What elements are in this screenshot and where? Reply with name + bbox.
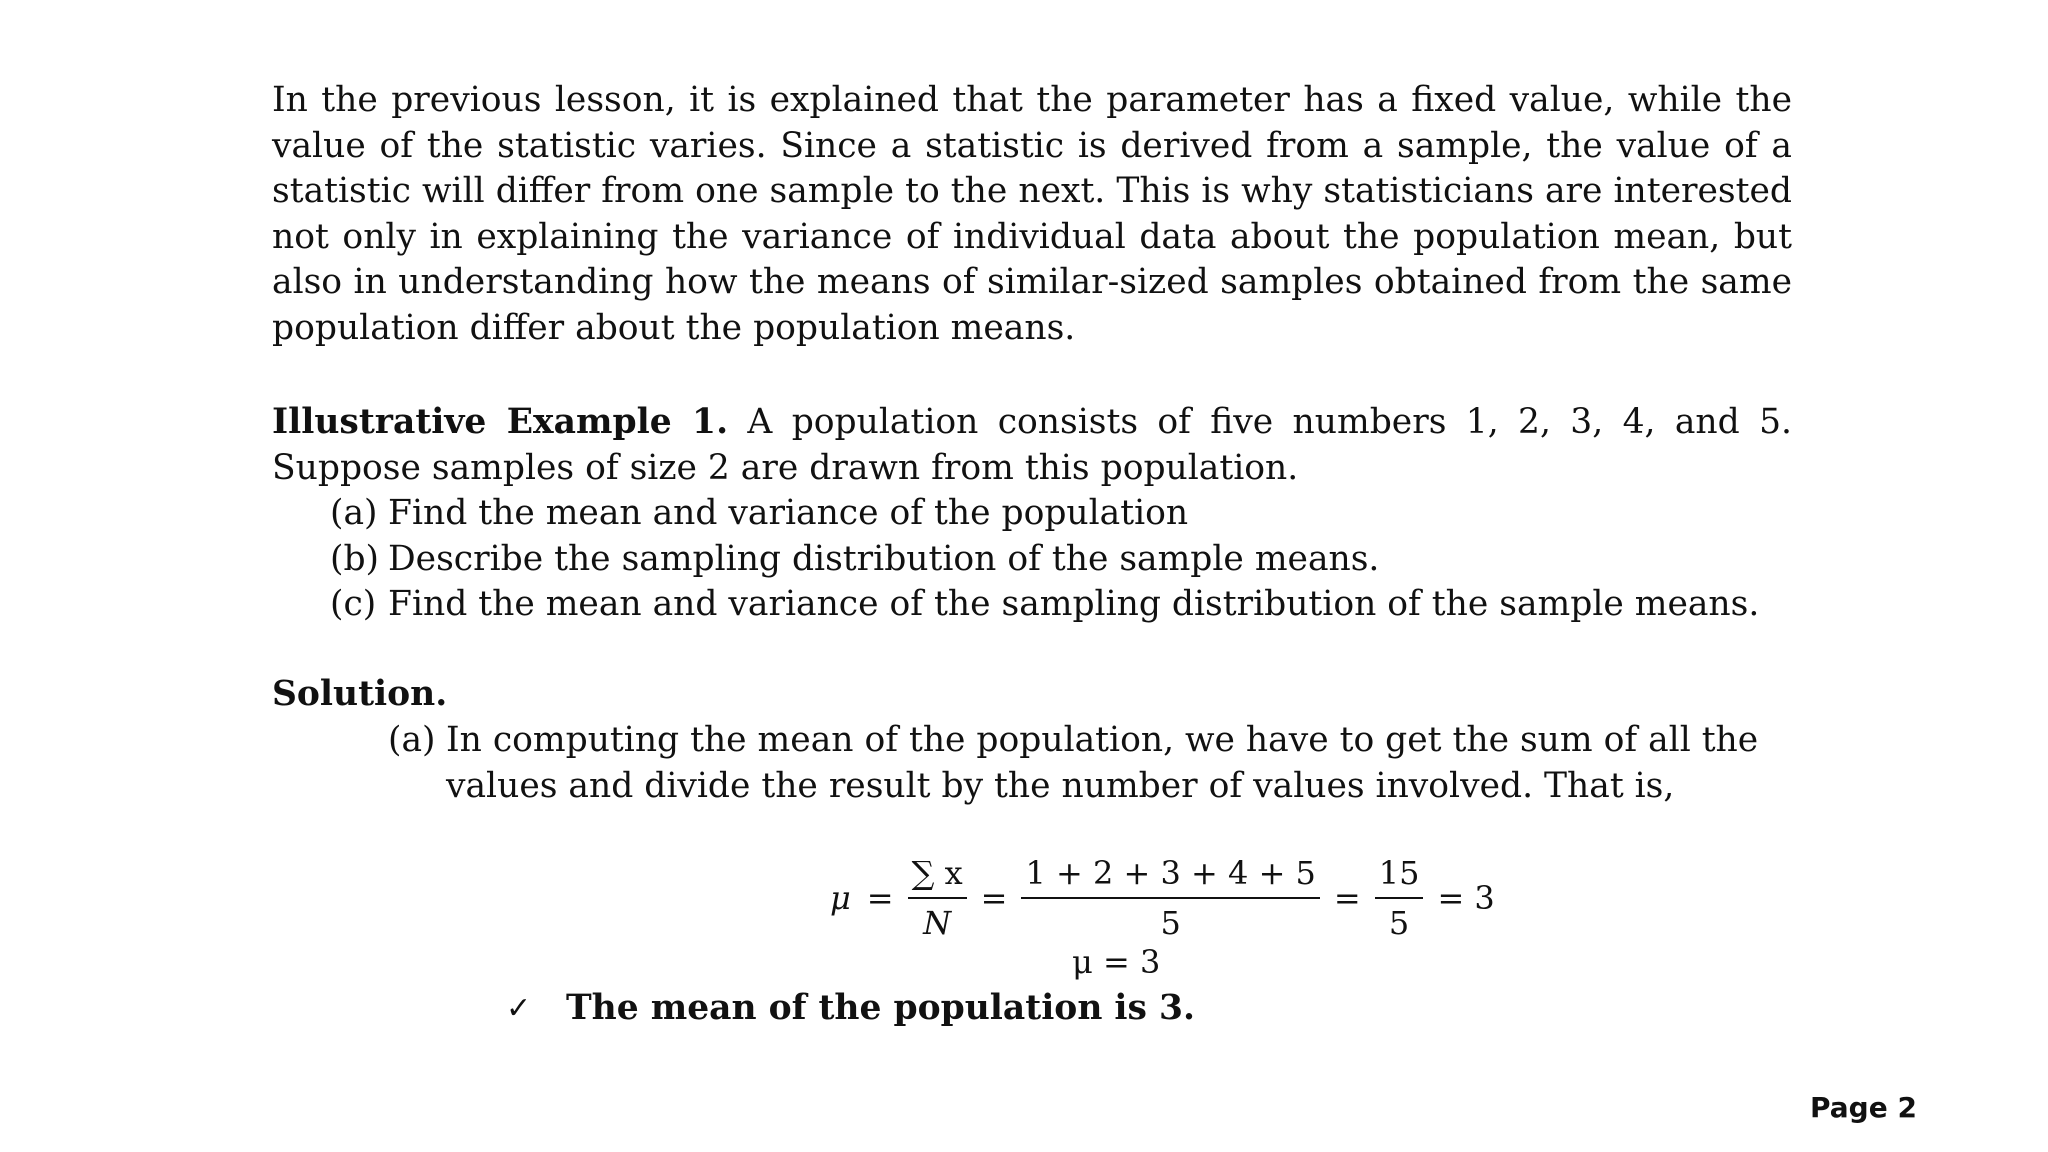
page-number: Page 2: [1810, 1091, 1917, 1124]
list-item: [330, 491, 1790, 537]
example-label: Illustrative Example 1.: [272, 402, 729, 442]
equals-sign: =: [1333, 879, 1361, 917]
solution-part-a: [388, 718, 1768, 809]
fraction-bar: [1021, 897, 1319, 899]
fraction-bar: [1375, 897, 1424, 899]
mu-result-line: μ = 3: [1072, 943, 1161, 981]
fraction-numerator: 1 + 2 + 3 + 4 + 5: [1025, 854, 1316, 892]
list-item: [330, 582, 1790, 628]
values-sum-fraction: [1015, 853, 1325, 943]
example-paragraph: [272, 400, 1792, 491]
checkmark-icon: ✓: [506, 991, 532, 1026]
part-text: Describe the sampling distribution of the sample means.: [388, 538, 1380, 579]
fraction-denominator: 5: [1388, 904, 1410, 942]
conclusion-text: The mean of the population is 3.: [566, 988, 1195, 1028]
example-text: A population consists of five numbers 1, 2, 3, 4, and 5. Suppose samples of size 2 are drawn from this population.: [272, 402, 1792, 488]
solution-heading: Solution.: [272, 674, 448, 714]
conclusion-line: [506, 986, 1195, 1032]
intro-paragraph: In the previous lesson, it is explained that the parameter has a fixed value, while the value of the statistic varies. Since a statistic is derived from a sample, the value of a statistic will differ from one sample to the next. This is why statisticians are interested not only in explaining the variance of individual data about the population mean, but also in understanding how the means of similar-sized samples obtained from the same population differ about the population means.: [272, 80, 1792, 348]
sum-over-n-fraction: [902, 853, 973, 943]
list-item: [330, 537, 1790, 583]
equation-result: = 3: [1437, 879, 1495, 917]
mu-symbol: μ: [830, 879, 851, 917]
part-text: Find the mean and variance of the sampling distribution of the sample means.: [388, 584, 1760, 625]
fraction-bar: [908, 897, 967, 899]
part-text: Find the mean and variance of the population: [388, 493, 1189, 533]
fraction-denominator: N: [923, 904, 952, 942]
fraction-denominator: 5: [1160, 904, 1181, 942]
part-marker: (b): [330, 538, 380, 579]
part-marker: (c): [330, 584, 377, 625]
solution-part-a-marker: (a): [388, 720, 436, 760]
part-marker: (a): [330, 493, 378, 533]
fraction-numerator: 15: [1378, 854, 1420, 892]
total-over-count-fraction: [1369, 853, 1430, 943]
solution-part-a-text: In computing the mean of the population, we have to get the sum of all the values and divide the result by the number of values involved. That is,: [446, 720, 1759, 806]
equals-sign: =: [980, 879, 1008, 917]
example-parts-list: [330, 491, 1790, 628]
mean-equation: [822, 850, 1503, 946]
equals-sign: =: [866, 879, 894, 917]
fraction-numerator: ∑ x: [911, 854, 963, 892]
